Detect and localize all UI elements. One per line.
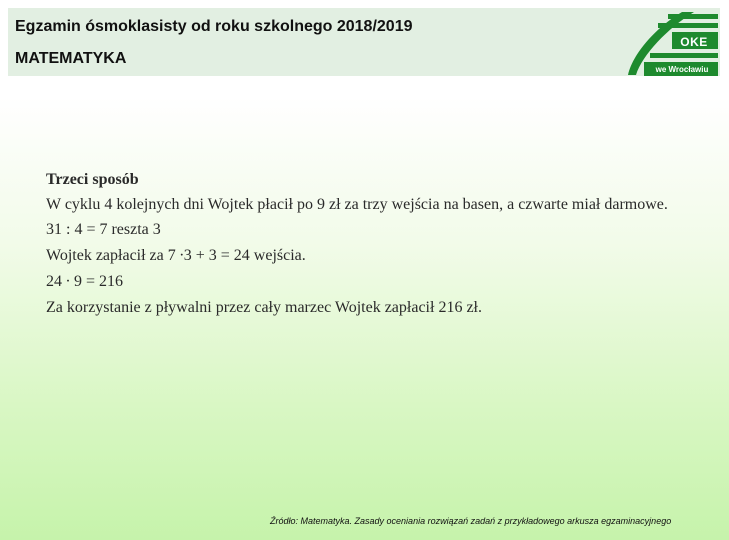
calc-division: 31 : 4 = 7 reszta 3 <box>46 221 161 238</box>
calc-total: 24 ∙ 9 = 216 <box>46 273 124 290</box>
exam-title: Egzamin ósmoklasisty od roku szkolnego 2018/2019 <box>15 18 413 35</box>
calc-entries: Wojtek zapłacił za 7 ∙3 + 3 = 24 wejścia. <box>46 247 306 264</box>
header-bar <box>8 8 720 76</box>
method-heading: Trzeci sposób <box>46 171 139 188</box>
source-note: Źródło: Matematyka. Zasady oceniania rozwiązań zadań z przykładowego arkusza egzaminacyjnego <box>270 516 672 526</box>
logo-org-text: OKE <box>680 35 708 49</box>
solution-content <box>46 170 706 324</box>
answer-sentence: Za korzystanie z pływalni przez cały marzec Wojtek zapłacił 216 zł. <box>46 299 482 316</box>
logo-city-text: we Wrocławiu <box>655 65 709 74</box>
method-description: W cyklu 4 kolejnych dni Wojtek płacił po 9 zł za trzy wejścia na basen, a czwarte miał darmowe. <box>46 196 668 213</box>
subject-title: MATEMATYKA <box>15 50 127 67</box>
